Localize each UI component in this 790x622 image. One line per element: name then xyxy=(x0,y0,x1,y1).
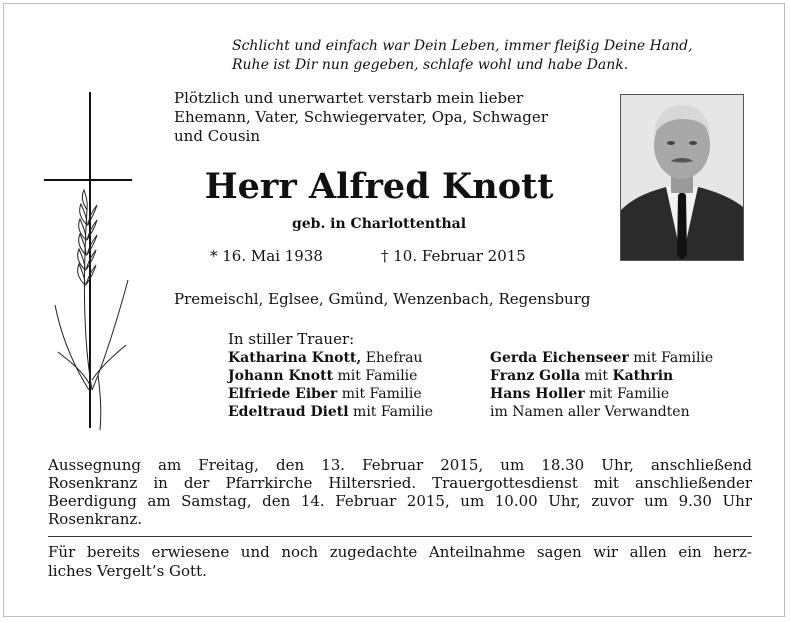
intro-line: und Cousin xyxy=(174,127,261,145)
ceremony-line: Rosenkranz in der Pfarrkirche Hiltersried. Trauergottesdienst mit anschließender xyxy=(48,474,752,492)
death-date: † 10. Februar 2015 xyxy=(381,247,526,265)
poem-line: Schlicht und einfach war Dein Leben, immer fleißig Deine Hand, xyxy=(232,38,693,54)
mourner: im Namen aller Verwandten xyxy=(490,404,690,420)
thanks-text xyxy=(48,543,752,581)
ceremony-line: Rosenkranz. xyxy=(48,510,143,528)
birthplace: geb. in Charlottenthal xyxy=(291,216,467,232)
mourner: Elfriede Eiber mit Familie xyxy=(228,386,422,402)
mourner: Franz Golla mit Kathrin xyxy=(490,368,674,384)
ceremony-line: Aussegnung am Freitag, den 13. Februar 2015, um 18.30 Uhr, anschließend xyxy=(48,456,752,474)
divider xyxy=(48,536,752,537)
mourner: Hans Holler mit Familie xyxy=(490,386,670,402)
mourner: Johann Knott mit Familie xyxy=(228,368,418,384)
birth-date: * 16. Mai 1938 xyxy=(210,247,323,265)
mourner: Gerda Eichenseer mit Familie xyxy=(490,350,714,366)
poem-line: Ruhe ist Dir nun gegeben, schlafe wohl und habe Dank. xyxy=(232,57,629,73)
mourning-heading: In stiller Trauer: xyxy=(228,330,355,348)
portrait-image xyxy=(621,95,743,260)
thanks-line: Für bereits erwiesene und noch zugedachte Anteilnahme sagen wir allen ein herz- xyxy=(48,543,752,561)
intro-text xyxy=(174,89,584,146)
ceremony-details xyxy=(48,456,752,528)
intro-line: Plötzlich und unerwartet verstarb mein lieber xyxy=(174,89,524,107)
intro-line: Ehemann, Vater, Schwiegervater, Opa, Schwager xyxy=(174,108,548,126)
deceased-name: Herr Alfred Knott xyxy=(204,166,554,207)
mourner: Edeltraud Dietl mit Familie xyxy=(228,404,433,420)
places: Premeischl, Eglsee, Gmünd, Wenzenbach, Regensburg xyxy=(174,290,591,308)
cross-with-wheat-icon xyxy=(40,90,140,435)
portrait-photo xyxy=(620,94,744,261)
ceremony-line: Beerdigung am Samstag, den 14. Februar 2015, um 10.00 Uhr, zuvor um 9.30 Uhr xyxy=(48,492,752,510)
mourner: Katharina Knott, Ehefrau xyxy=(228,350,423,366)
poem xyxy=(232,37,752,75)
thanks-line: liches Vergelt’s Gott. xyxy=(48,562,207,580)
